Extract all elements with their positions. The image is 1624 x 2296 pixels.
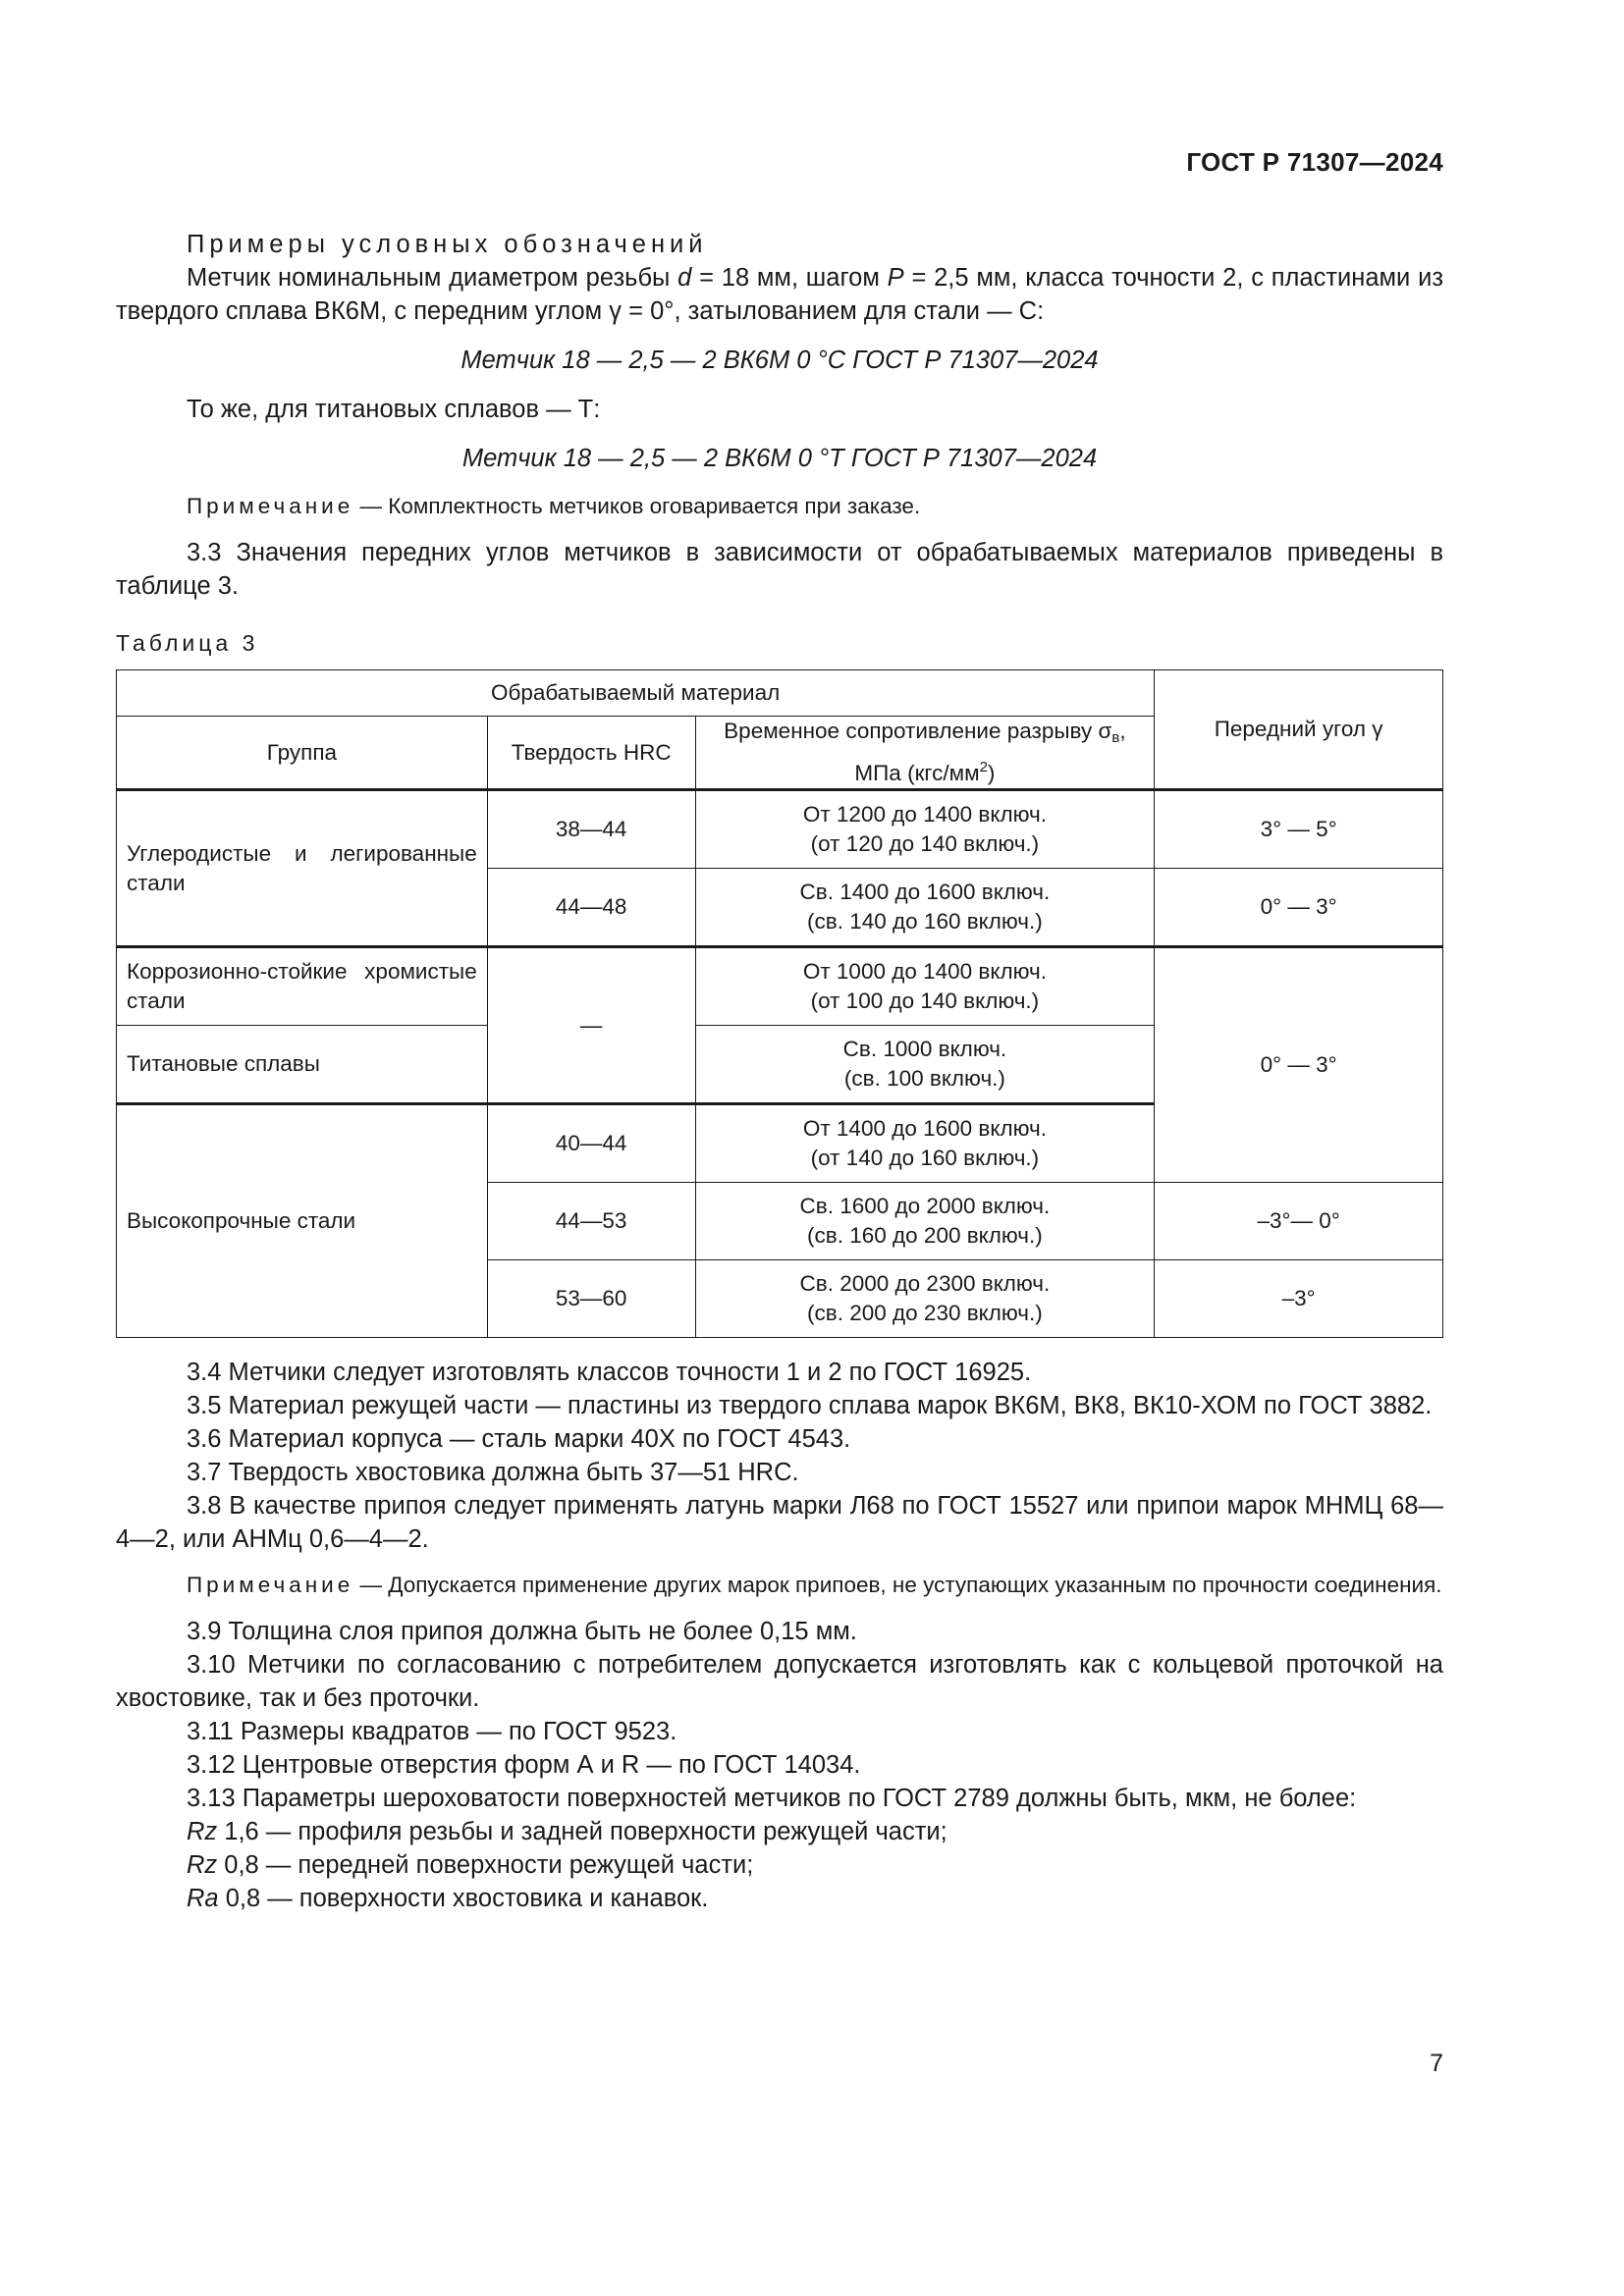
clause-3-4: 3.4 Метчики следует изготовлять классов точности 1 и 2 по ГОСТ 16925.	[187, 1359, 1032, 1386]
hardness-cell: 38—44	[487, 790, 695, 869]
angle-cell: 0° — 3°	[1155, 869, 1443, 947]
clause-3-6: 3.6 Материал корпуса — сталь марки 40Х по ГОСТ 4543.	[187, 1425, 851, 1453]
note-2: Примечание — Допускается применение других марок припоев, не уступающих указанным по прочности соединения.	[187, 1573, 1442, 1597]
group-titanium-alloys: Титановые сплавы	[117, 1026, 488, 1104]
examples-heading: Примеры условных обозначений	[187, 231, 708, 258]
angle-cell: –3°	[1155, 1260, 1443, 1338]
table-3	[116, 669, 1443, 1338]
header-tensile-strength: Временное сопротивление разрыву $\sigma_в$, МПа $(кгс/мм^2)$	[695, 717, 1155, 790]
table-label: Таблица 3	[116, 630, 259, 656]
group-corrosion-resistant-steel: Коррозионно-стойкие хромистые стали	[117, 947, 488, 1026]
roughness-item-3: Ra 0,8 — поверхности хвостовика и канавок.	[187, 1885, 709, 1912]
clause-3-11: 3.11 Размеры квадратов — по ГОСТ 9523.	[187, 1718, 677, 1745]
angle-cell: –3°— 0°	[1155, 1183, 1443, 1260]
angle-cell: 3° — 5°	[1155, 790, 1443, 869]
roughness-item-1: Rz 1,6 — профиля резьбы и задней поверхности режущей части;	[187, 1818, 947, 1845]
strength-cell: Св. 1400 до 1600 включ. (св. 140 до 160 включ.)	[695, 869, 1155, 947]
header-rake-angle: Передний угол γ	[1155, 670, 1443, 790]
note-1: Примечание — Комплектность метчиков оговаривается при заказе.	[187, 494, 921, 518]
clause-3-7: 3.7 Твердость хвостовика должна быть 37—51 HRC.	[187, 1459, 799, 1486]
clause-3-12: 3.12 Центровые отверстия форм А и R — по ГОСТ 14034.	[187, 1751, 861, 1779]
clause-3-9: 3.9 Толщина слоя припоя должна быть не более 0,15 мм.	[187, 1618, 857, 1645]
clause-3-8: 3.8 В качестве припоя следует применять латунь марки Л68 по ГОСТ 15527 или припои марок МНМЦ 68—4—2, или АНМц 0,6—4—2.	[116, 1492, 1443, 1553]
designation-example-1: Метчик 18 — 2,5 — 2 ВК6М 0 °С ГОСТ Р 71307—2024	[460, 347, 1099, 374]
strength-cell: Св. 2000 до 2300 включ. (св. 200 до 230 включ.)	[695, 1260, 1155, 1338]
hardness-cell: 44—53	[487, 1183, 695, 1260]
strength-cell: Св. 1000 включ. (св. 100 включ.)	[695, 1026, 1155, 1104]
example-text-1: Метчик номинальным диаметром резьбы d = 18 мм, шагом P = 2,5 мм, класса точности 2, с пластинами из твердого сплава ВК6М, с передним углом γ = 0°, затылованием для стали — С:	[116, 264, 1444, 325]
hardness-cell: 53—60	[487, 1260, 695, 1338]
strength-cell: От 1200 до 1400 включ. (от 120 до 140 включ.)	[695, 790, 1155, 869]
page-content	[116, 228, 1443, 1915]
hardness-cell: 44—48	[487, 869, 695, 947]
header-hardness: Твердость HRC	[487, 717, 695, 790]
clause-3-10: 3.10 Метчики по согласованию с потребителем допускается изготовлять как с кольцевой проточкой на хвостовике, так и без проточки.	[116, 1651, 1443, 1712]
designation-example-2: Метчик 18 — 2,5 — 2 ВК6М 0 °Т ГОСТ Р 71307—2024	[461, 445, 1098, 472]
group-high-strength-steel: Высокопрочные стали	[117, 1104, 488, 1338]
standard-code-header: ГОСТ Р 71307—2024	[1186, 147, 1443, 177]
strength-cell: От 1000 до 1400 включ. (от 100 до 140 включ.)	[695, 947, 1155, 1026]
example-text-2: То же, для титановых сплавов — Т:	[187, 396, 601, 423]
strength-cell: От 1400 до 1600 включ. (от 140 до 160 включ.)	[695, 1104, 1155, 1183]
roughness-item-2: Rz 0,8 — передней поверхности режущей части;	[187, 1851, 754, 1879]
page-number: 7	[1430, 2050, 1443, 2077]
angle-cell: 0° — 3°	[1155, 947, 1443, 1183]
hardness-cell: —	[487, 947, 695, 1104]
clause-3-5: 3.5 Материал режущей части — пластины из твердого сплава марок ВК6М, ВК8, ВК10-ХОМ по ГОСТ 3882.	[187, 1392, 1433, 1419]
clause-3-3: 3.3 Значения передних углов метчиков в зависимости от обрабатываемых материалов приведены в таблице 3.	[116, 539, 1443, 600]
strength-cell: Св. 1600 до 2000 включ. (св. 160 до 200 включ.)	[695, 1183, 1155, 1260]
header-processed-material: Обрабатываемый материал	[117, 670, 1155, 717]
hardness-cell: 40—44	[487, 1104, 695, 1183]
group-carbon-alloy-steel: Углеродистые и легированные стали	[117, 790, 488, 947]
header-group: Группа	[117, 717, 488, 790]
clause-3-13: 3.13 Параметры шероховатости поверхностей метчиков по ГОСТ 2789 должны быть, мкм, не более:	[187, 1785, 1357, 1812]
